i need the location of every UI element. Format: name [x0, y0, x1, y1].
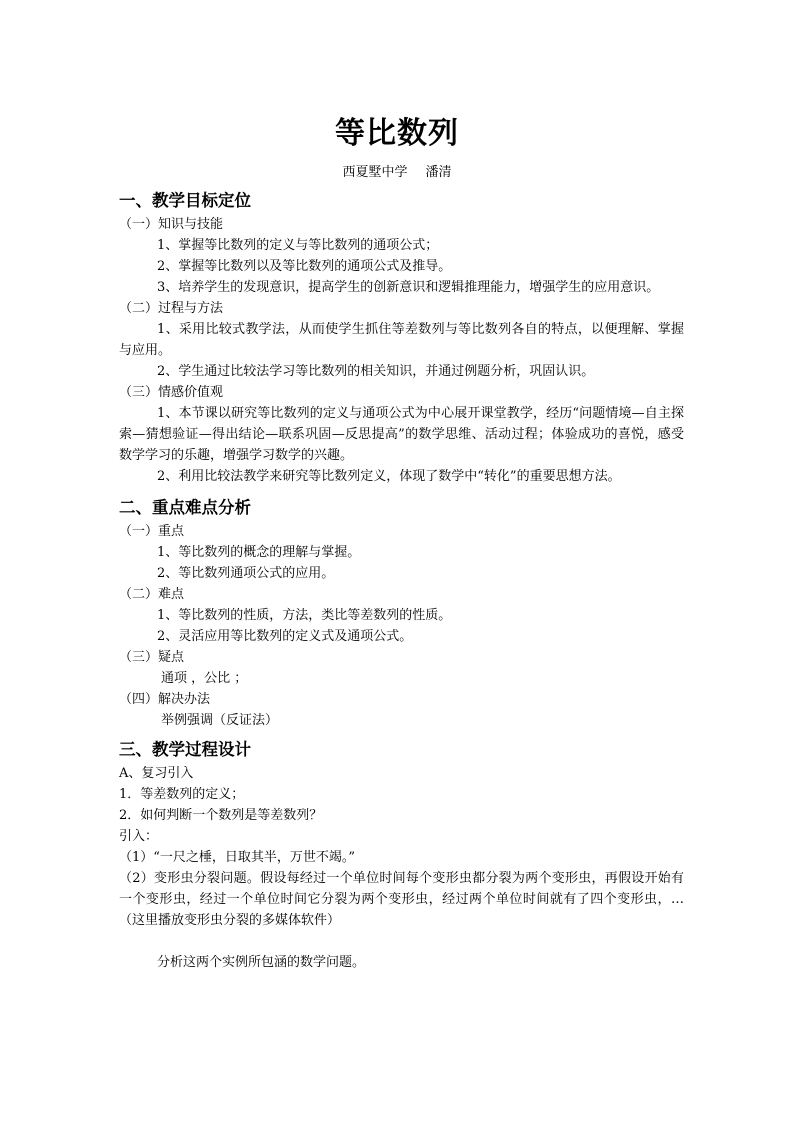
subsection-emotion: （三）情感价值观 [119, 385, 224, 400]
section-heading-2: 二、重点难点分析 [119, 498, 251, 517]
review-label: A、复习引入 [119, 766, 194, 781]
example-2: （2）变形虫分裂问题。假设每经过一个单位时间每个变形虫都分裂为两个变形虫，再假设开始有一个变形虫，经过一个单位时间它分裂为两个变形虫，经过两个单位时间就有了四个变形虫，…（这里播放变形虫分裂的多媒体软件） [119, 871, 684, 928]
author-line [0, 161, 794, 180]
subsection-process: （二）过程与方法 [119, 301, 224, 316]
list-item: 2、灵活应用等比数列的定义式及通项公式。 [157, 629, 413, 644]
list-item: 2、掌握等比数列以及等比数列的通项公式及推导。 [157, 259, 452, 274]
list-item: 3、培养学生的发现意识，提高学生的创新意识和逻辑推理能力，增强学生的应用意识。 [157, 280, 660, 295]
subsection-difficulty: （二）难点 [119, 587, 185, 602]
document-body [119, 188, 684, 973]
example-1: （1）“一尺之棰，日取其半，万世不竭。” [119, 850, 356, 865]
subsection-solution: （四）解决办法 [119, 692, 211, 707]
list-item: 2、等比数列通项公式的应用。 [157, 566, 335, 581]
author-school: 西夏墅中学 [342, 165, 408, 180]
list-item: 1、掌握等比数列的定义与等比数列的通项公式； [157, 238, 439, 253]
list-item: 1、本节课以研究等比数列的定义与通项公式为中心展开课堂教学，经历“问题情境—自主探索—猜想验证—得出结论—联系巩固—反思提高”的数学思维、活动过程；体验成功的喜悦，感受数学学习的乐趣，增强学习数学的兴趣。 [119, 406, 684, 463]
section-heading-3: 三、教学过程设计 [119, 740, 251, 759]
section-heading-1: 一、教学目标定位 [119, 191, 251, 210]
solution-text: 举例强调（反证法） [161, 713, 279, 728]
document-title: 等比数列 [335, 116, 459, 151]
analysis-text: 分析这两个实例所包涵的数学问题。 [157, 955, 366, 970]
subsection-key: （一）重点 [119, 524, 185, 539]
subsection-knowledge: （一）知识与技能 [119, 217, 224, 232]
author-name: 潘清 [425, 165, 452, 180]
list-item: 1、等比数列的概念的理解与掌握。 [157, 545, 361, 560]
question-2: 2．如何判断一个数列是等差数列？ [119, 808, 323, 823]
list-item: 2、学生通过比较法学习等比数列的相关知识，并通过例题分析，巩固认识。 [157, 364, 595, 379]
subsection-doubt: （三）疑点 [119, 650, 185, 665]
list-item: 1、等比数列的性质，方法，类比等差数列的性质。 [157, 608, 452, 623]
doubt-text: 通项 ，公比 ； [161, 671, 248, 686]
intro-label: 引入： [119, 829, 159, 844]
question-1: 1．等差数列的定义； [119, 787, 245, 802]
list-item: 2、利用比较法教学来研究等比数列定义，体现了数学中“转化”的重要思想方法。 [157, 469, 621, 484]
list-item: 1、采用比较式教学法，从而使学生抓住等差数列与等比数列各自的特点，以便理解、掌握与应用。 [119, 322, 684, 358]
